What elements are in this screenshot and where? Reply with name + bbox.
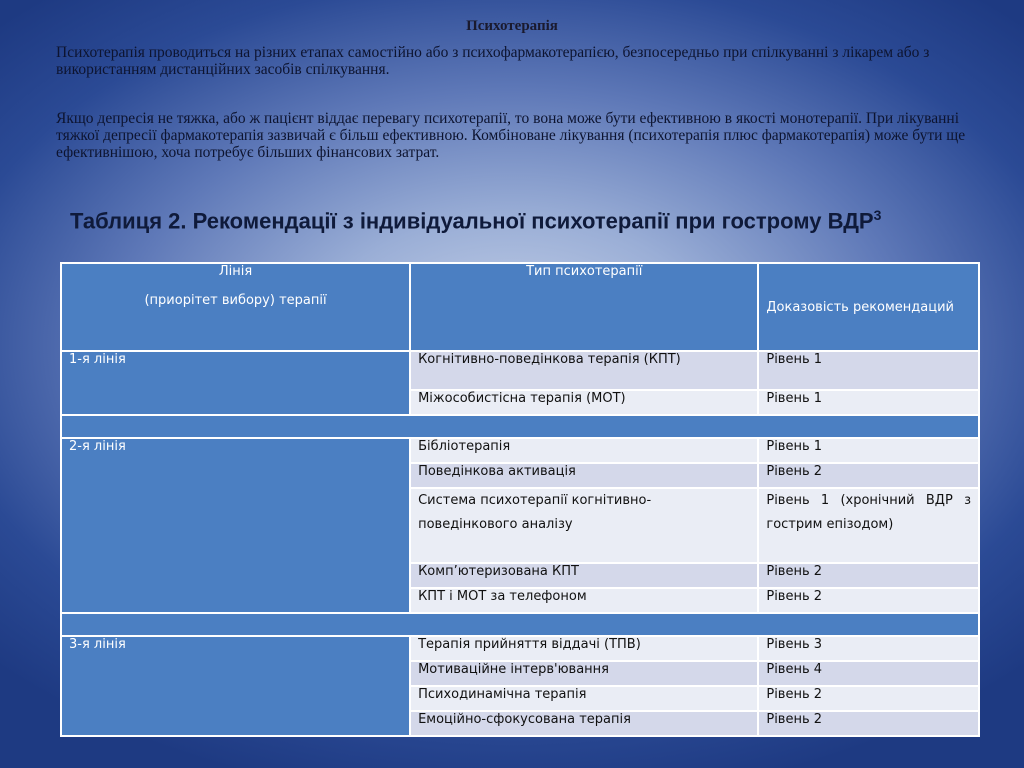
therapy-type-cell: Терапія прийняття віддачі (ТПВ) bbox=[410, 636, 758, 661]
therapy-type-cell: Міжособистісна терапія (МОТ) bbox=[410, 390, 758, 415]
evidence-level-cell: Рівень 4 bbox=[758, 661, 979, 686]
evidence-level-cell: Рівень 2 bbox=[758, 563, 979, 588]
line-cell-2: 2-я лінія bbox=[61, 438, 410, 613]
header-type: Тип психотерапії bbox=[410, 263, 758, 351]
therapy-type-cell: Поведінкова активація bbox=[410, 463, 758, 488]
therapy-type-cell: Комп’ютеризована КПТ bbox=[410, 563, 758, 588]
header-line bbox=[61, 263, 410, 351]
evidence-level-cell: Рівень 2 bbox=[758, 711, 979, 736]
line-cell-3: 3-я лінія bbox=[61, 636, 410, 736]
table-title bbox=[70, 200, 990, 236]
therapy-type-cell: Система психотерапії когнітивно-поведінкового аналізу bbox=[410, 488, 758, 563]
therapy-type-cell: Емоційно-сфокусована терапія bbox=[410, 711, 758, 736]
therapy-type-cell: Бібліотерапія bbox=[410, 438, 758, 463]
evidence-level-cell: Рівень 2 bbox=[758, 588, 979, 613]
evidence-level-cell: Рівень 1 bbox=[758, 438, 979, 463]
table-row bbox=[61, 351, 979, 390]
table-row bbox=[61, 636, 979, 661]
table-row bbox=[61, 438, 979, 463]
header-line-sub: (приорітет вибору) терапії bbox=[144, 293, 327, 308]
separator-row bbox=[61, 415, 979, 438]
evidence-level-cell: Рівень 3 bbox=[758, 636, 979, 661]
line-cell-1: 1-я лінія bbox=[61, 351, 410, 415]
therapy-type-cell: Когнітивно-поведінкова терапія (КПТ) bbox=[410, 351, 758, 390]
evidence-level-cell: Рівень 1 (хронічний ВДР з гострим епізодом) bbox=[758, 488, 979, 563]
slide-title: Психотерапія bbox=[466, 18, 558, 34]
table-title-footnote: 3 bbox=[873, 207, 882, 223]
evidence-level-cell: Рівень 1 bbox=[758, 390, 979, 415]
evidence-level-cell: Рівень 2 bbox=[758, 686, 979, 711]
depression-paragraph: Якщо депресія не тяжка, або ж пацієнт віддає перевагу психотерапії, то вона може бути ефективною в якості монотерапії. При лікуванні тяжкої депресії фармакотерапія зазвичай є більш ефективною. Комбіноване лікування (психотерапія плюс фармакотерапія) може бути ще ефективнішою, хоча потребує більших фінансових затрат. bbox=[56, 110, 966, 161]
intro-paragraph: Психотерапія проводиться на різних етапах самостійно або з психофармакотерапією, безпосередньо при спілкуванні з лікарем або з використанням дистанційних засобів спілкування. bbox=[56, 44, 930, 78]
therapy-type-cell: Мотиваційне інтерв'ювання bbox=[410, 661, 758, 686]
header-evidence: Доказовість рекомендаций bbox=[758, 263, 979, 351]
evidence-level-cell: Рівень 1 bbox=[758, 351, 979, 390]
table-title-text: Таблиця 2. Рекомендації з індивідуальної психотерапії при гострому ВДР bbox=[70, 208, 874, 234]
evidence-level-cell: Рівень 2 bbox=[758, 463, 979, 488]
separator-cell bbox=[61, 613, 979, 636]
therapy-type-cell: КПТ і МОТ за телефоном bbox=[410, 588, 758, 613]
separator-cell bbox=[61, 415, 979, 438]
table-header-row bbox=[61, 263, 979, 351]
therapy-type-cell: Психодинамічна терапія bbox=[410, 686, 758, 711]
recommendations-table bbox=[60, 262, 980, 737]
header-line-label: Лінія bbox=[218, 264, 253, 279]
separator-row bbox=[61, 613, 979, 636]
